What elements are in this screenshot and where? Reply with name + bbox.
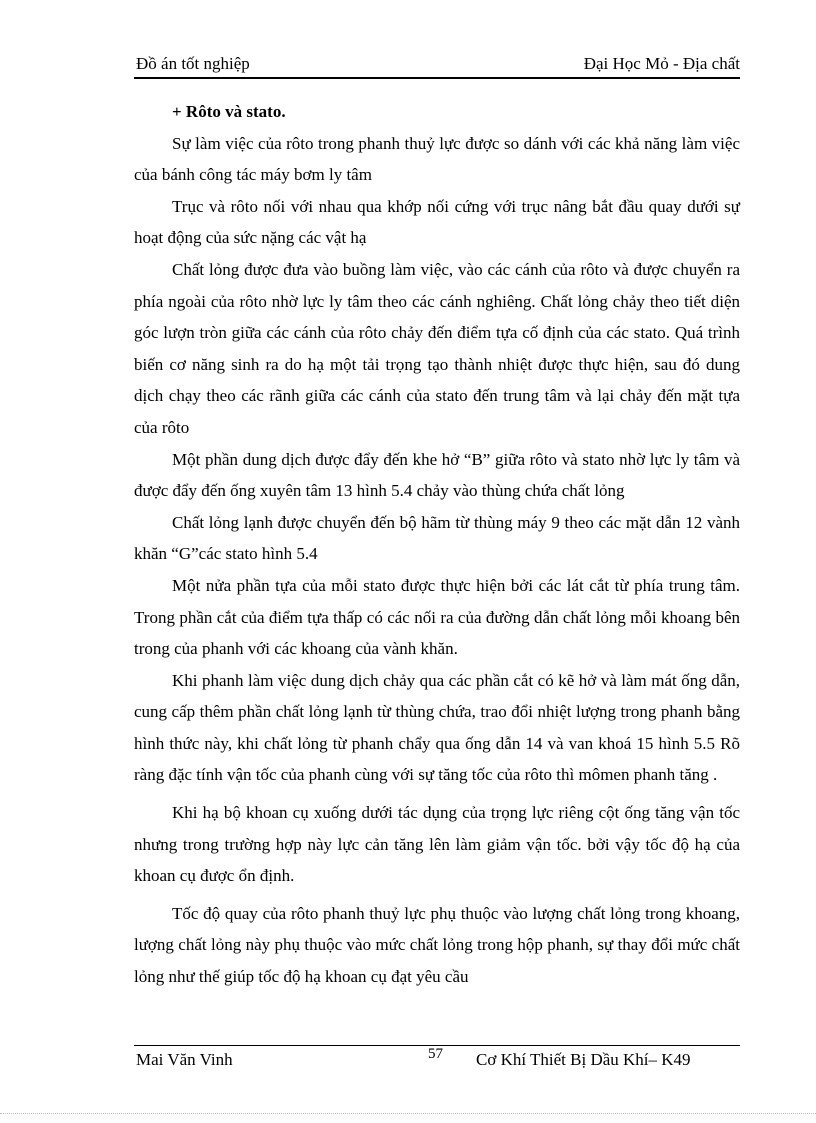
section-heading: + Rôto và stato. [172,102,286,121]
header-left-title: Đồ án tốt nghiệp [136,54,250,73]
paragraph-5: Chất lỏng lạnh được chuyển đến bộ hãm từ thùng máy 9 theo các mặt dẫn 12 vành khăn “G”các stato hình 5.4 [134,512,740,564]
paragraph-8: Khi hạ bộ khoan cụ xuống dưới tác dụng của trọng lực riêng cột ống tăng vận tốc nhưng trong trường hợp này lực cản tăng lên làm giảm vận tốc. bởi vậy tốc độ hạ của khoan cụ được ổn định. [134,803,740,886]
paragraph-1: Sự làm việc của rôto trong phanh thuỷ lực được so dánh với các khả năng làm việc của bánh công tác máy bơm ly tâm [134,133,740,185]
paragraph-3: Chất lỏng được đưa vào buồng làm việc, vào các cánh của rôto và được chuyển ra phía ngoài của rôto nhờ lực ly tâm theo các cánh nghiêng. Chất lỏng chảy theo tiết diện góc lượn tròn giữa các cánh của rôto chảy đến điểm tựa cố định của các stato. Quá trình biến cơ năng sinh ra do hạ một tải trọng tạo thành nhiệt được thực hiện, sau đó dung dịch chạy theo các rãnh giữa các cánh của stato đến trung tâm và lại chảy đến mặt tựa của rôto [134,259,740,437]
paragraph-9: Tốc độ quay của rôto phanh thuỷ lực phụ thuộc vào lượng chất lỏng trong khoang, lượng chất lỏng này phụ thuộc vào mức chất lỏng trong hộp phanh, sự thay đổi mức chất lỏng như thế giúp tốc độ hạ khoan cụ đạt yêu cầu [134,903,740,987]
header-rule [134,77,740,79]
paragraph-2: Trục và rôto nối với nhau qua khớp nối cứng với trục nâng bắt đầu quay dưới sự hoạt động của sức nặng các vật hạ [134,196,740,248]
paragraph-7: Khi phanh làm việc dung dịch chảy qua các phần cắt có kẽ hở và làm mát ống dẫn, cung cấp thêm phần chất lỏng lạnh từ thùng chứa, trao đổi nhiệt lượng trong phanh bằng hình thức này, khi chất lỏng từ phanh chẩy qua ống dẫn 14 và van khoá 15 hình 5.5 Rõ ràng đặc tính vận tốc của phanh cùng với sự tăng tốc của rôto thì mômen phanh tăng . [134,670,740,785]
footer-department: Cơ Khí Thiết Bị Dầu Khí– K49 [476,1050,691,1069]
header-right-title: Đại Học Mỏ - Địa chất [583,54,740,73]
paragraph-6: Một nửa phần tựa của mỗi stato được thực hiện bởi các lát cắt từ phía trung tâm. Trong phần cắt của điểm tựa thấp có các nối ra của đường dẫn chất lỏng mỗi khoang bên trong của phanh với các khoang của vành khăn. [134,575,740,659]
paragraph-4: Một phần dung dịch được đẩy đến khe hở “B” giữa rôto và stato nhờ lực ly tâm và được đẩy đến ống xuyên tâm 13 hình 5.4 chảy vào thùng chứa chất lỏng [134,449,740,501]
footer-author: Mai Văn Vinh [136,1050,233,1069]
page-edge-dotted-line [0,1113,816,1114]
page-number: 57 [428,1046,443,1062]
document-body [134,96,740,993]
